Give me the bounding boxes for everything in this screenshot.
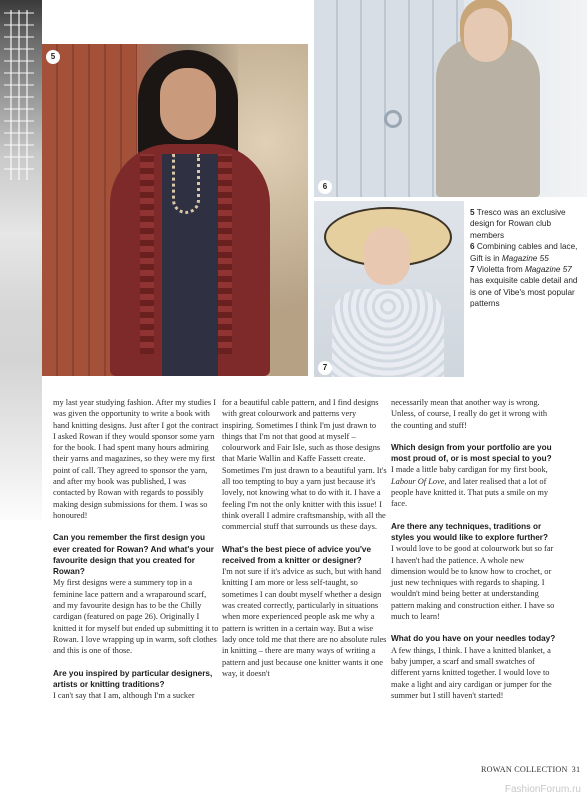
- article-column-3: [391, 397, 557, 701]
- question-heading: What's the best piece of advice you've received from a knitter or designer?: [222, 544, 372, 565]
- question-heading: Which design from your portfolio are you most proud of, or is most special to you?: [391, 442, 552, 464]
- publication-name: ROWAN COLLECTION: [481, 765, 568, 774]
- answer-paragraph: I'm not sure if it's advice as such, but with hand knitting I am more or less self-taught, so sometimes I can doubt myself whether a design was created correctly, particularly in situations when more experienced people ask me why a pattern is written in a certain way. But a wise lady once told me that there are no absolute rules in knitting – there are many ways of writing a pattern and just because one knitter wants it one way, it doesn't: [222, 567, 387, 678]
- answer-paragraph: A few things, I think. I have a knitted blanket, a baby jumper, a scarf and small swatches of different yarns knitted together. I would love to make a light and airy cardigan or jumper for the summer but I still haven't started!: [391, 645, 552, 700]
- article-column-2: [222, 397, 388, 679]
- cable-stitch: [218, 154, 232, 354]
- paragraph: for a beautiful cable pattern, and I find designs with great colourwork and patterns very inspiring. Sometimes I think I'm just drawn to things that I'm not that good at myself – colourwork and Fair Isle, such as those designs that Marie Wallin and Kaffe Fassett create. Sometimes I'm just drawn to a beautiful yarn. It's all too tempting to buy a yarn just because it's lovely, not knowing what to do with it. I have a feeling I'm not the only knitter with this issue! I think overall I admire craftsmanship, with all the commercial stuff that surrounds us these days.: [222, 398, 387, 532]
- model-head: [364, 227, 410, 285]
- cable-stitch: [140, 154, 154, 354]
- photo-captions: [470, 207, 580, 310]
- answer-paragraph: I made a little baby cardigan for my first book, Labour Of Love, and later realised that a lot of people have knitted it. That puts a smile on my face.: [391, 465, 549, 509]
- question-heading: What do you have on your needles today?: [391, 634, 556, 644]
- model-head: [464, 8, 508, 62]
- caption-5: 5 Tresco was an exclusive design for Rowan club members: [470, 208, 566, 240]
- answer-paragraph: My first designs were a summery top in a feminine lace pattern and a wraparound scarf, and my favourite design has to be the Chilly cardigan (featured on page 26). Originally I knitted it for myself but ended up submitting it to Rowan. I love wrapping up in warm, soft clothes and this is one of those.: [53, 578, 219, 656]
- background-photo-strip: [0, 0, 42, 520]
- model-face: [160, 68, 216, 140]
- photo-6-grey-jumper: [314, 0, 587, 197]
- strip-fade: [0, 360, 42, 520]
- watermark: FashionForum.ru: [504, 784, 581, 795]
- door-knocker: [384, 110, 402, 128]
- article-column-1: [53, 397, 219, 701]
- paragraph: necessarily mean that another way is wrong. Unless, of course, I really do get it wrong with the counting and stuff!: [391, 398, 548, 430]
- photo-number-badge: 7: [318, 361, 332, 375]
- necklace: [172, 154, 200, 214]
- question-heading: Are you inspired by particular designers, artists or knitting traditions?: [53, 668, 213, 689]
- caption-6: 6 Combining cables and lace, Gift is in Magazine 55: [470, 242, 578, 263]
- page-number: 31: [571, 765, 581, 774]
- page-footer: [481, 765, 580, 774]
- window-lattice-decor: [4, 10, 34, 180]
- lace-top: [332, 289, 444, 377]
- photo-5-red-cardigan: [42, 44, 308, 376]
- photo-number-badge: 6: [318, 180, 332, 194]
- question-heading: Can you remember the first design you ever created for Rowan? And what's your favourite design that you created for Rowan?: [53, 533, 214, 577]
- photo-7-sun-hat: [314, 201, 464, 377]
- photo-number-badge: 5: [46, 50, 60, 64]
- question-heading: Are there any techniques, traditions or styles you would like to explore further?: [391, 521, 548, 542]
- caption-7: 7 Violetta from Magazine 57 has exquisite cable detail and is one of Vibe's most popular patterns: [470, 265, 578, 309]
- answer-paragraph: I would love to be good at colourwork but so far I haven't had the patience. A whole new dimension would be to know how to crochet, or just new techniques with regards to shaping. I wouldn't mind being better at understanding pattern making and construction either. I have so much to learn!: [391, 544, 555, 622]
- answer-paragraph: I can't say that I am, although I'm a sucker: [53, 691, 195, 701]
- paragraph: my last year studying fashion. After my studies I was given the opportunity to write a book with hand knitting designs. Just after I got the contract I asked Rowan if they would sponsor some yarn for the book. I had spent many hours admiring their yarns and magazines, so they were my first point of call. They agreed to sponsor the yarn, and after my book was published, I was contacted by Rowan with regards to possibly making design submissions for them. I was so honoured!: [53, 398, 219, 520]
